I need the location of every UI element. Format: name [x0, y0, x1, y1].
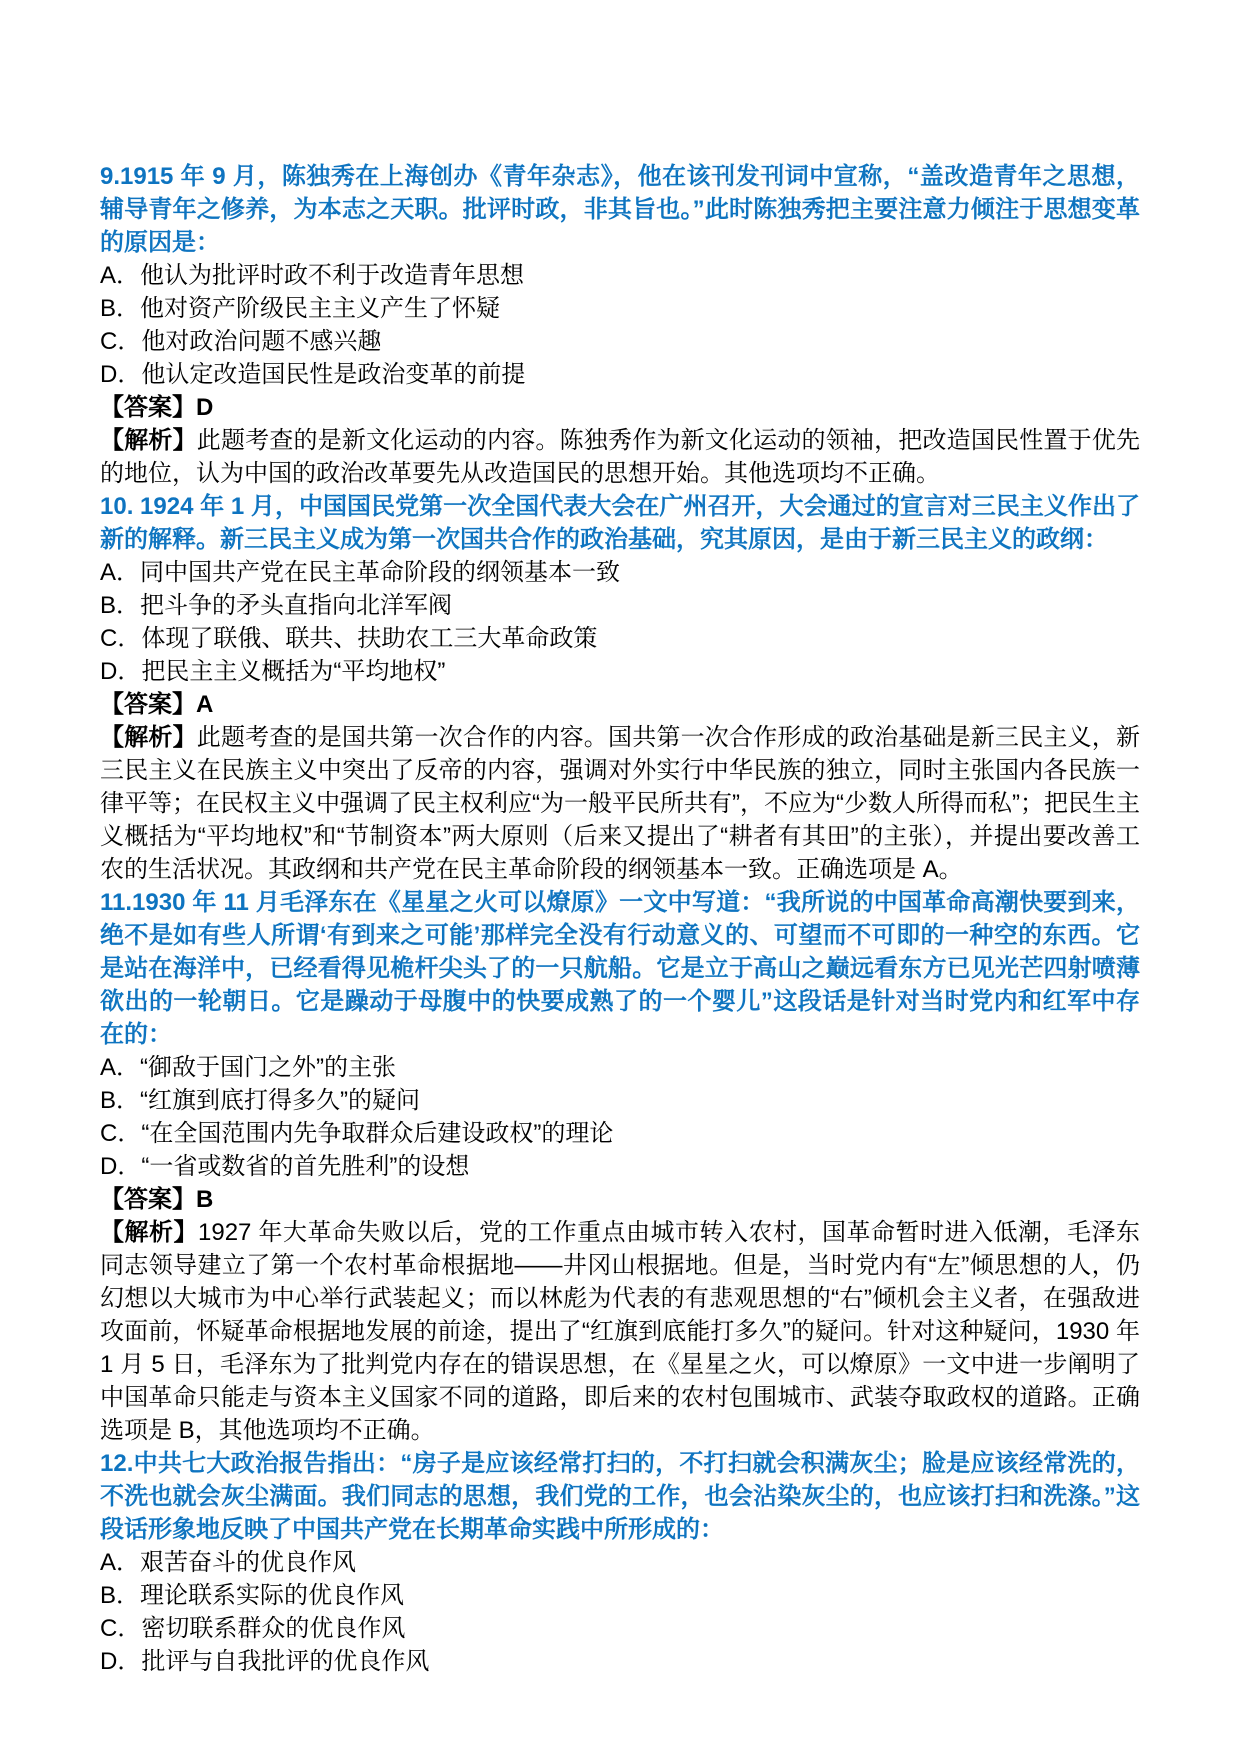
- question-block-10: [100, 490, 1140, 886]
- option-item: C．他对政治问题不感兴趣: [100, 328, 382, 355]
- question-stem: 10. 1924 年 1 月，中国国民党第一次全国代表大会在广州召开，大会通过的宣言对三民主义作出了新的解释。新三民主义成为第一次国共合作的政治基础，究其原因，是由于新三民主义的政纲：: [100, 493, 1140, 553]
- answer-line: [100, 391, 1140, 424]
- option-item: B．“红旗到底打得多久”的疑问: [100, 1087, 420, 1114]
- analysis-text: 此题考查的是国共第一次合作的内容。国共第一次合作形成的政治基础是新三民主义，新三民主义在民族主义中突出了反帝的内容，强调对外实行中华民族的独立，同时主张国内各民族一律平等；在民权主义中强调了民主权利应“为一般平民所共有”，不应为“少数人所得而私”；把民生主义概括为“平均地权”和“节制资本”两大原则（后来又提出了“耕者有其田”的主张），并提出要改善工农的生活状况。其政纲和共产党在民主革命阶段的纲领基本一致。正确选项是 A。: [100, 724, 1141, 883]
- option-item: D．“一省或数省的首先胜利”的设想: [100, 1153, 470, 1180]
- answer-label: 【答案】: [100, 394, 196, 421]
- option-item: A．“御敌于国门之外”的主张: [100, 1054, 396, 1081]
- analysis-paragraph: [100, 1216, 1140, 1447]
- answer-value: A: [196, 691, 214, 718]
- answer-line: [100, 1183, 1140, 1216]
- analysis-paragraph: [100, 721, 1140, 886]
- answer-line: [100, 688, 1140, 721]
- analysis-label: 【解析】: [100, 1219, 198, 1246]
- option-item: D．他认定改造国民性是政治变革的前提: [100, 361, 526, 388]
- option-item: C．体现了联俄、联共、扶助农工三大革命政策: [100, 625, 598, 652]
- analysis-text: 此题考查的是新文化运动的内容。陈独秀作为新文化运动的领袖，把改造国民性置于优先的地位，认为中国的政治改革要先从改造国民的思想开始。其他选项均不正确。: [100, 427, 1141, 487]
- answer-label: 【答案】: [100, 691, 196, 718]
- question-stem: 12.中共七大政治报告指出：“房子是应该经常打扫的，不打扫就会积满灰尘；脸是应该经常洗的，不洗也就会灰尘满面。我们同志的思想，我们党的工作，也会沾染灰尘的，也应该打扫和洗涤。”这段话形象地反映了中国共产党在长期革命实践中所形成的：: [100, 1450, 1140, 1543]
- option-item: B．他对资产阶级民主主义产生了怀疑: [100, 295, 501, 322]
- option-item: C．“在全国范围内先争取群众后建设政权”的理论: [100, 1120, 614, 1147]
- option-item: A．同中国共产党在民主革命阶段的纲领基本一致: [100, 559, 621, 586]
- question-stem: 9.1915 年 9 月，陈独秀在上海创办《青年杂志》，他在该刊发刊词中宣称，“盖改造青年之思想，辅导青年之修养，为本志之天职。批评时政，非其旨也。”此时陈独秀把主要注意力倾注于思想变革的原因是：: [100, 163, 1140, 256]
- answer-value: B: [196, 1186, 214, 1213]
- option-item: C．密切联系群众的优良作风: [100, 1615, 406, 1642]
- option-item: A．艰苦奋斗的优良作风: [100, 1549, 357, 1576]
- option-item: D．批评与自我批评的优良作风: [100, 1648, 430, 1675]
- answer-value: D: [196, 394, 214, 421]
- question-block-12: [100, 1447, 1140, 1678]
- question-stem: 11.1930 年 11 月毛泽东在《星星之火可以燎原》一文中写道：“我所说的中国革命高潮快要到来，绝不是如有些人所谓‘有到来之可能’那样完全没有行动意义的、可望而不可即的一种空的东西。它是站在海洋中，已经看得见桅杆尖头了的一只航船。它是立于高山之巅远看东方已见光芒四射喷薄欲出的一轮朝日。它是躁动于母腹中的快要成熟了的一个婴儿”这段话是针对当时党内和红军中存在的：: [100, 889, 1140, 1048]
- analysis-label: 【解析】: [100, 724, 197, 751]
- option-item: B．理论联系实际的优良作风: [100, 1582, 405, 1609]
- analysis-paragraph: [100, 424, 1140, 490]
- analysis-text: 1927 年大革命失败以后，党的工作重点由城市转入农村，国革命暂时进入低潮，毛泽东同志领导建立了第一个农村革命根据地——井冈山根据地。但是，当时党内有“左”倾思想的人，仍幻想以大城市为中心举行武装起义；而以林彪为代表的有悲观思想的“右”倾机会主义者，在强敌进攻面前，怀疑革命根据地发展的前途，提出了“红旗到底能打多久”的疑问。针对这种疑问，1930 年 1 月 5 日，毛泽东为了批判党内存在的错误思想，在《星星之火，可以燎原》一文中进一步阐明了中国革命只能走与资本主义国家不同的道路，即后来的农村包围城市、武装夺取政权的道路。正确选项是 B，其他选项均不正确。: [100, 1219, 1140, 1444]
- question-block-11: [100, 886, 1140, 1447]
- answer-label: 【答案】: [100, 1186, 196, 1213]
- analysis-label: 【解析】: [100, 427, 197, 454]
- option-item: B．把斗争的矛头直指向北洋军阀: [100, 592, 453, 619]
- option-item: D．把民主主义概括为“平均地权”: [100, 658, 446, 685]
- option-item: A．他认为批评时政不利于改造青年思想: [100, 262, 525, 289]
- question-block-9: [100, 160, 1140, 490]
